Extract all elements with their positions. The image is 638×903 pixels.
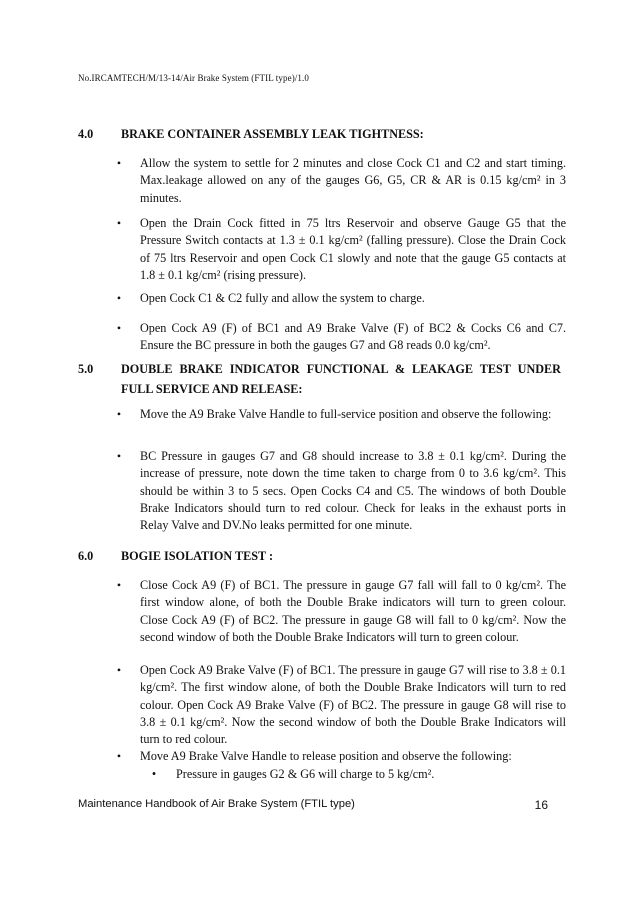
list-item <box>113 290 566 307</box>
list-item-text: Move the A9 Brake Valve Handle to full-service position and observe the following: <box>140 407 552 421</box>
list-item-text: Close Cock A9 (F) of BC1. The pressure in gauge G7 fall will fall to 0 kg/cm². The first window alone, of both the Double Brake indicators will turn to green colour. Close Cock A9 (F) of BC2. The pressure in gauge G8 will fall to 0 kg/cm². Now the second window of both the Double Brake Indicators will turn to green colour. <box>140 578 566 644</box>
section-title: DOUBLE BRAKE INDICATOR FUNCTIONAL & LEAKAGE TEST UNDER FULL SERVICE AND RELEASE: <box>121 362 561 396</box>
section-number: 6.0 <box>78 549 94 563</box>
bullet-icon: • <box>151 767 157 781</box>
document-reference: No.IRCAMTECH/M/13-14/Air Brake System (FTIL type)/1.0 <box>78 73 309 83</box>
section-number: 5.0 <box>78 362 94 376</box>
section-heading-6 <box>78 546 561 566</box>
sub-list-item-text: Pressure in gauges G2 & G6 will charge to 5 kg/cm². <box>176 767 435 781</box>
list-item-text: Allow the system to settle for 2 minutes and close Cock C1 and C2 and start timing. Max.leakage allowed on any of the gauges G6, G5, CR & AR is 0.15 kg/cm² in 3 minutes. <box>140 156 566 205</box>
sub-list-item <box>148 766 566 783</box>
section-title: BRAKE CONTAINER ASSEMBLY LEAK TIGHTNESS: <box>121 127 424 141</box>
bullet-icon: • <box>116 291 122 305</box>
bullet-icon: • <box>116 321 122 335</box>
list-item-text: Open the Drain Cock fitted in 75 ltrs Reservoir and observe Gauge G5 that the Pressure Switch contacts at 1.3 ± 0.1 kg/cm² (falling pressure). Close the Drain Cock of 75 ltrs Reservoir and open Cock C1 slowly and note that the gauge G5 contacts at 1.8 ± 0.1 kg/cm² (rising pressure). <box>140 216 566 282</box>
list-item-text: Open Cock A9 (F) of BC1 and A9 Brake Valve (F) of BC2 & Cocks C6 and C7. Ensure the BC pressure in both the gauges G7 and G8 reads 0.0 kg/cm². <box>140 321 566 353</box>
list-item <box>113 748 566 765</box>
bullet-icon: • <box>116 578 122 592</box>
list-item-text: Open Cock C1 & C2 fully and allow the system to charge. <box>140 291 425 305</box>
bullet-icon: • <box>116 449 122 463</box>
list-item <box>113 662 566 748</box>
bullet-icon: • <box>116 407 122 421</box>
bullet-icon: • <box>116 216 122 230</box>
page-footer <box>78 798 548 810</box>
bullet-icon: • <box>116 156 122 170</box>
section-heading-5 <box>78 359 561 399</box>
list-item <box>113 320 566 355</box>
list-item <box>113 406 566 423</box>
list-item <box>113 215 566 284</box>
list-item <box>113 448 566 534</box>
section-title: BOGIE ISOLATION TEST : <box>121 549 274 563</box>
section-heading-4 <box>78 124 561 144</box>
section-number: 4.0 <box>78 127 94 141</box>
bullet-icon: • <box>116 749 122 763</box>
list-item-text: Move A9 Brake Valve Handle to release position and observe the following: <box>140 749 512 763</box>
list-item-text: Open Cock A9 Brake Valve (F) of BC1. The pressure in gauge G7 will rise to 3.8 ± 0.1 kg/cm². The first window alone, of both the Double Brake Indicators will turn to red colour. Open Cock A9 Brake Valve (F) of BC2. The pressure in gauge G8 will rise to 3.8 ± 0.1 kg/cm². Now the second window of both the Double Brake Indicators will turn to red colour. <box>140 663 566 747</box>
list-item <box>113 577 566 646</box>
list-item <box>113 155 566 207</box>
page-number: 16 <box>534 798 548 812</box>
footer-title: Maintenance Handbook of Air Brake System (FTIL type) <box>78 798 355 810</box>
bullet-icon: • <box>116 663 122 677</box>
list-item-text: BC Pressure in gauges G7 and G8 should increase to 3.8 ± 0.1 kg/cm². During the increase of pressure, note down the time taken to charge from 0 to 3.6 kg/cm². This should be within 3 to 5 secs. Open Cocks C4 and C5. The windows of both Double Brake Indicators should turn to red colour. Check for leaks in the exhaust ports in Relay Valve and DV.No leaks permitted for one minute. <box>140 449 566 533</box>
